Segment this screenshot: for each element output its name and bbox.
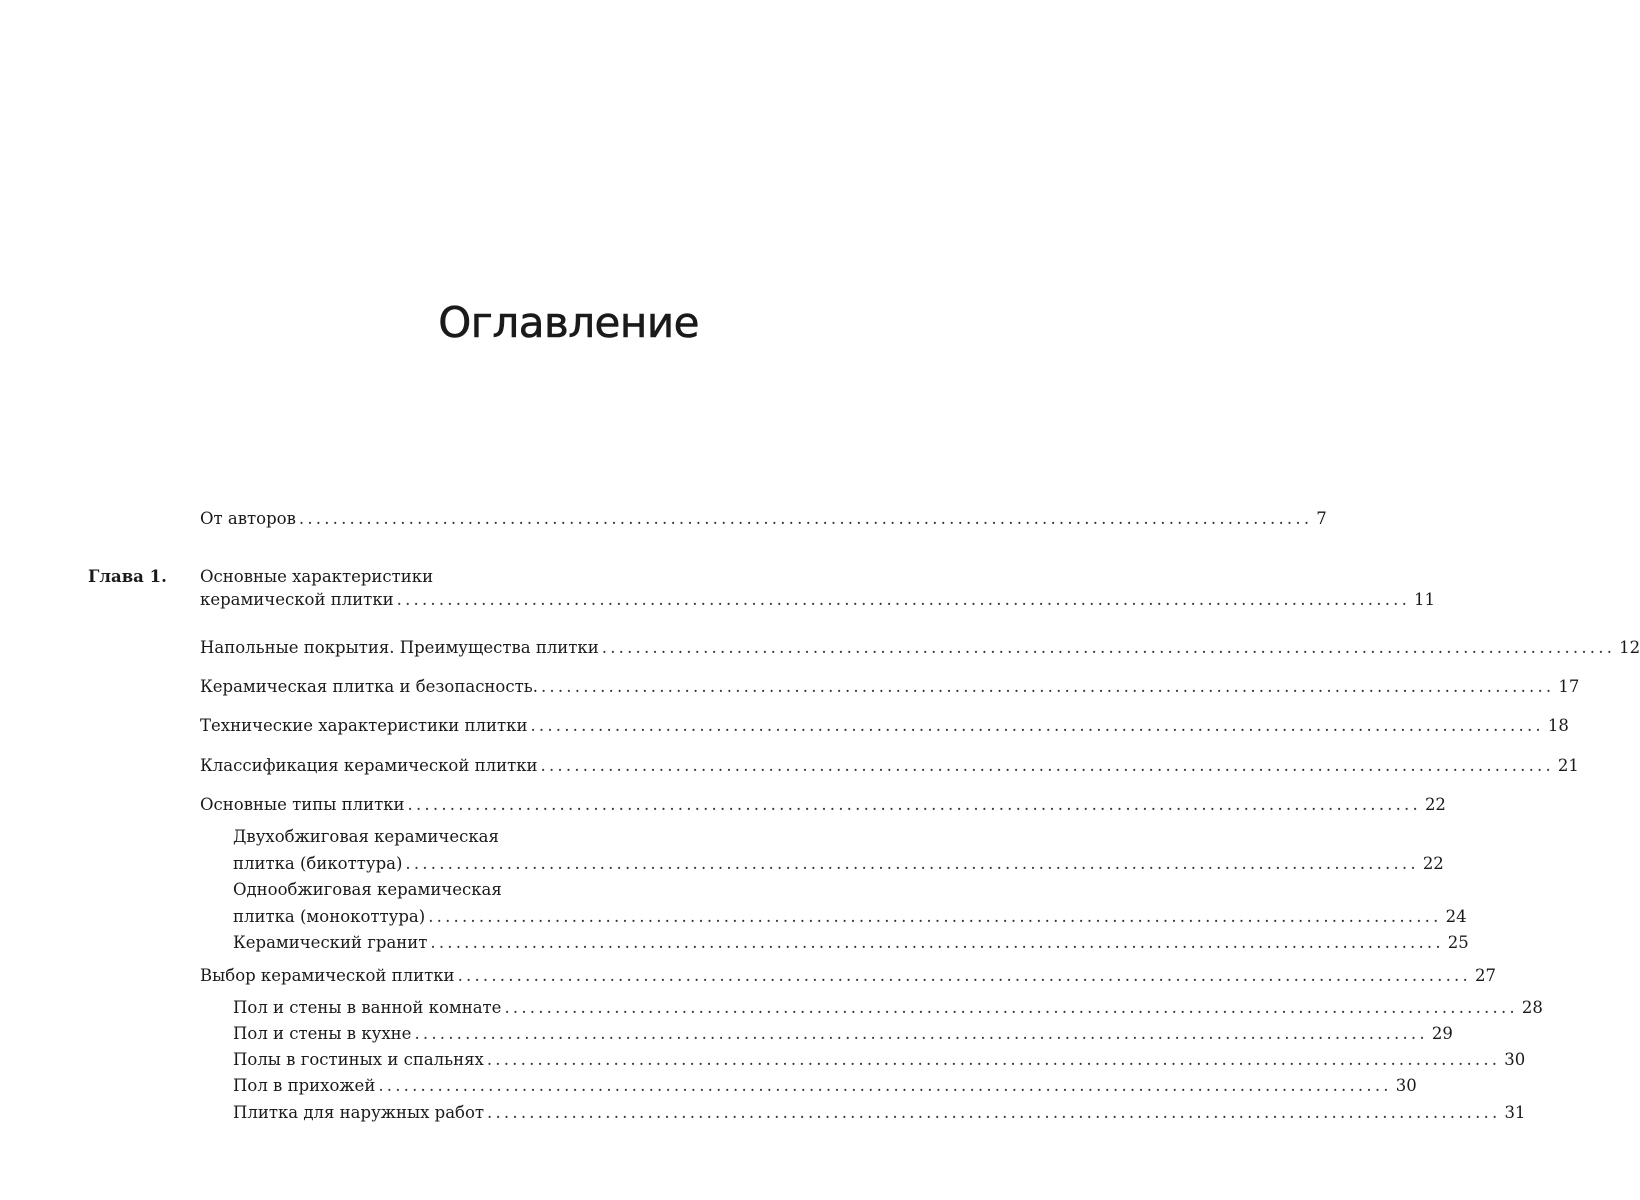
toc-entry-page: 22 (1424, 795, 1446, 814)
dot-leader: ........................................................................................................................ (487, 1103, 1501, 1122)
toc-entry-title: Основные типы плитки (200, 795, 405, 814)
toc-entry-title-line2: плитка (бикоттура) (233, 854, 403, 873)
toc-subentry[interactable] (233, 1024, 1453, 1044)
toc-entry-title: От авторов (200, 509, 296, 528)
toc-entry-title: Напольные покрытия. Преимущества плитки (200, 638, 599, 657)
dot-leader: ........................................................................................................................ (378, 1076, 1392, 1095)
toc-entry-page: 11 (1414, 590, 1436, 609)
toc-entry-title: Технические характеристики плитки (200, 716, 528, 735)
toc-entry-page: 28 (1521, 998, 1543, 1017)
dot-leader: ........................................................................................................................ (298, 509, 1313, 528)
toc-entry-title-line2: плитка (монокоттура) (233, 907, 426, 926)
toc-entry-title: Классификация керамической плитки (200, 756, 538, 775)
dot-leader: ........................................................................................................................ (504, 998, 1518, 1017)
toc-entry-page: 22 (1422, 854, 1444, 873)
toc-subentry[interactable] (233, 1050, 1526, 1070)
toc-entry-page: 30 (1395, 1076, 1417, 1095)
toc-entry-title: Пол в прихожей (233, 1076, 376, 1095)
toc-subentry[interactable] (233, 1076, 1417, 1096)
toc-entry[interactable] (200, 795, 1446, 815)
toc-entry-title: Выбор керамической плитки (200, 966, 455, 985)
dot-leader: ........................................................................................................................ (601, 638, 1616, 657)
toc-entry-page: 18 (1547, 716, 1569, 735)
toc-entry[interactable] (200, 716, 1569, 736)
toc-entry-title: Керамическая плитка и безопасность. (200, 677, 538, 696)
toc-entry-page: 12 (1619, 638, 1640, 657)
toc-entry-title-line1: Однообжиговая керамическая (233, 880, 502, 899)
toc-entry-title: Керамический гранит (233, 933, 428, 952)
toc-entry[interactable] (200, 677, 1580, 697)
toc-entry-page: 31 (1504, 1103, 1526, 1122)
toc-entry-chapter-1[interactable] (200, 567, 1436, 610)
toc-entry-title: Полы в гостиных и спальнях (233, 1050, 484, 1069)
toc-entry-choosing[interactable] (200, 966, 1496, 986)
chapter-label: Глава 1. (88, 567, 167, 586)
dot-leader: ........................................................................................................................ (405, 854, 1419, 873)
toc-subentry[interactable] (233, 998, 1543, 1018)
toc-entry[interactable] (200, 638, 1640, 658)
toc-subentry[interactable] (233, 933, 1469, 953)
toc-entry-page: 29 (1431, 1024, 1453, 1043)
toc-subentry[interactable] (233, 1103, 1526, 1123)
toc-entry-from-authors[interactable] (200, 509, 1327, 529)
toc-entry-page: 21 (1557, 756, 1579, 775)
toc-entry-page: 30 (1504, 1050, 1526, 1069)
toc-entry-page: 24 (1445, 907, 1467, 926)
dot-leader: ........................................................................................................................ (396, 590, 1411, 609)
toc-entry-page: 7 (1316, 509, 1327, 528)
toc-entry-title-line2: керамической плитки (200, 590, 394, 609)
dot-leader: ........................................................................................................................ (414, 1024, 1428, 1043)
dot-leader: ........................................................................................................................ (430, 933, 1444, 952)
dot-leader: ........................................................................................................................ (486, 1050, 1501, 1069)
toc-entry[interactable] (200, 756, 1579, 776)
dot-leader: ........................................................................................................................ (457, 966, 1471, 985)
toc-entry-page: 27 (1474, 966, 1496, 985)
dot-leader: ........................................................................................................................ (428, 907, 1442, 926)
toc-entry-page: 25 (1447, 933, 1469, 952)
toc-subentry[interactable] (233, 827, 1444, 874)
page-title: Оглавление (438, 298, 699, 347)
dot-leader: ........................................................................................................................ (407, 795, 1421, 814)
toc-entry-title-line1: Основные характеристики (200, 567, 434, 586)
toc-entry-title-line1: Двухобжиговая керамическая (233, 827, 499, 846)
toc-entry-title: Плитка для наружных работ (233, 1103, 485, 1122)
dot-leader: ........................................................................................................................ (530, 716, 1544, 735)
dot-leader: ........................................................................................................................ (540, 756, 1554, 775)
dot-leader: ........................................................................................................................ (540, 677, 1555, 696)
toc-entry-page: 17 (1558, 677, 1580, 696)
toc-subentry[interactable] (233, 880, 1467, 927)
toc-entry-title: Пол и стены в кухне (233, 1024, 412, 1043)
toc-entry-title: Пол и стены в ванной комнате (233, 998, 502, 1017)
